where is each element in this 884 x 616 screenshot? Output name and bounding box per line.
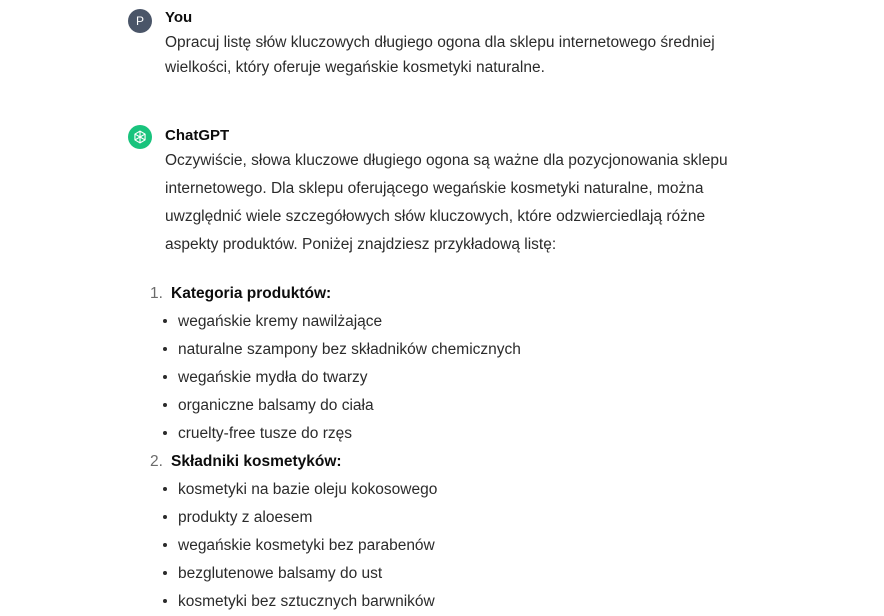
- assistant-intro-paragraph: [165, 147, 765, 259]
- user-message-text: [165, 30, 765, 80]
- list-item: wegańskie kremy nawilżające: [178, 308, 382, 336]
- list-item: kosmetyki na bazie oleju kokosowego: [178, 476, 437, 504]
- section-number: 2.: [150, 453, 163, 470]
- bullet-icon: [163, 599, 167, 603]
- assistant-intro-line: aspekty produktów. Poniżej znajdziesz przykładową listę:: [165, 236, 557, 253]
- user-message-line: wielkości, który oferuje wegańskie kosmetyki naturalne.: [165, 59, 545, 76]
- list-item: wegańskie mydła do twarzy: [178, 364, 368, 392]
- openai-icon: [132, 129, 148, 145]
- section-title: Kategoria produktów:: [171, 285, 332, 302]
- section-number: 1.: [150, 285, 163, 302]
- assistant-message-turn: [128, 124, 768, 612]
- bullet-icon: [163, 487, 167, 491]
- chatgpt-logo-icon: [128, 125, 152, 149]
- bullet-icon: [163, 543, 167, 547]
- list-item: organiczne balsamy do ciała: [178, 392, 374, 420]
- bullet-icon: [163, 375, 167, 379]
- list-item: wegańskie kosmetyki bez parabenów: [178, 532, 435, 560]
- bullet-icon: [163, 515, 167, 519]
- list-item: produkty z aloesem: [178, 504, 312, 532]
- bullet-icon: [163, 319, 167, 323]
- list-item: naturalne szampony bez składników chemicznych: [178, 336, 521, 364]
- assistant-intro-line: internetowego. Dla sklepu oferującego wegańskie kosmetyki naturalne, można: [165, 180, 704, 197]
- list-item: bezglutenowe balsamy do ust: [178, 560, 382, 588]
- assistant-author-name: ChatGPT: [165, 127, 230, 144]
- bullet-icon: [163, 347, 167, 351]
- list-item: cruelty-free tusze do rzęs: [178, 420, 352, 448]
- section-title: Składniki kosmetyków:: [171, 453, 342, 470]
- user-author-name: You: [165, 9, 193, 26]
- assistant-intro-line: Oczywiście, słowa kluczowe długiego ogona są ważne dla pozycjonowania sklepu: [165, 152, 728, 169]
- bullet-icon: [163, 431, 167, 435]
- user-avatar-letter: P: [135, 14, 144, 28]
- user-message-turn: [128, 6, 768, 86]
- user-message-line: Opracuj listę słów kluczowych długiego ogona dla sklepu internetowego średniej: [165, 34, 715, 51]
- list-item: kosmetyki bez sztucznych barwników: [178, 588, 435, 616]
- bullet-icon: [163, 571, 167, 575]
- assistant-intro-line: uwzględnić wiele szczegółowych słów kluczowych, które odzwierciedlają różne: [165, 208, 706, 225]
- user-avatar: [128, 9, 152, 33]
- bullet-icon: [163, 403, 167, 407]
